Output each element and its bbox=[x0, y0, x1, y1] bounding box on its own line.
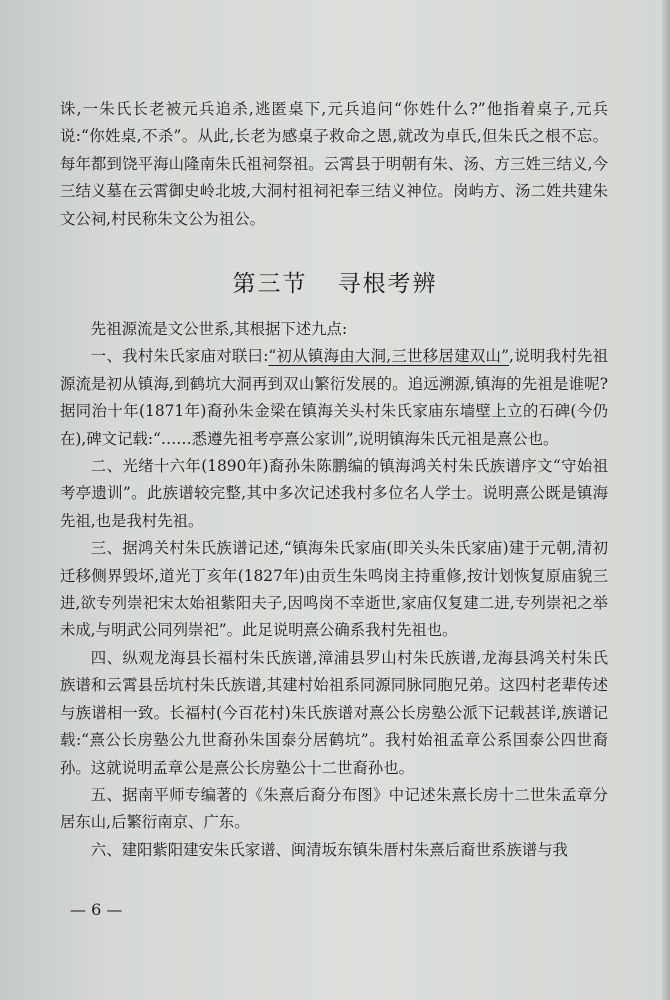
point-5-paragraph: 五、据南平师专编著的《朱熹后裔分布图》中记述朱熹长房十二世朱孟章分居东山,后繁衍南京、广东。 bbox=[60, 785, 608, 832]
intro-paragraph: 诛,一朱氏长老被元兵追杀,逃匿桌下,元兵追问“你姓什么?”他指着桌子,元兵说:“你姓桌,不杀”。从此,长老为感桌子救命之恩,就改为卓氏,但朱氏之根不忘。每年都到饶平海山隆南朱氏祖祠祭祖。云霄县于明朝有朱、汤、方三姓三结义,今三结义墓在云霄御史岭北坡,大洞村祖祠祀奉三结义神位。岗屿方、汤二姓共建朱文公祠,村民称朱文公为祖公。 bbox=[60, 100, 608, 228]
point-6-paragraph: 六、建阳紫阳建安朱氏家谱、闽清坂东镇朱厝村朱熹后裔世系族谱与我 bbox=[90, 840, 568, 859]
point-1-paragraph bbox=[60, 343, 608, 453]
point-4-paragraph: 四、纵观龙海县长福村朱氏族谱,漳浦县罗山村朱氏族谱,龙海县鸿关村朱氏族谱和云霄县岳坑村朱氏族谱,其建村始祖系同源同脉同胞兄弟。这四村老辈传述与族谱相一致。长福村(今百花村)朱氏族谱对熹公长房塾公派下记载甚详,族谱记载:“熹公长房塾公九世裔孙朱国泰分居鹤坑”。我村始祖孟章公系国泰公四世裔孙。这就说明孟章公是熹公长房塾公十二世裔孙也。 bbox=[60, 648, 608, 777]
couplet-second-line: 三世移居建双山” bbox=[391, 347, 510, 366]
text-block-top bbox=[60, 96, 608, 233]
point-1-text-b: ,说明我村先祖源流是初从镇海,到鹤坑大洞再到双山繁衍发展的。追远溯源,镇海的先祖是谁呢?据同治十年(1871年)裔孙朱金梁在镇海关头村朱氏家庙东墙壁上立的石碑(今仍在),碑文记载:“……悉遵先祖考亭熹公家训”,说明镇海朱氏元祖是熹公也。 bbox=[60, 347, 608, 448]
section-number: 第三节 bbox=[232, 271, 308, 297]
page-number: — 6 — bbox=[70, 900, 123, 919]
point-3-paragraph: 三、据鸿关村朱氏族谱记述,“镇海朱氏家庙(即关头朱氏家庙)建于元朝,清初迁移侧界毁坏,道光丁亥年(1827年)由贡生朱鸣岗主持重修,按计划恢复原庙貌三进,欲专列崇祀宋太始祖紫阳夫子,因鸣岗不幸逝世,家庙仅复建二进,专列崇祀之举未成,与明武公同列崇祀”。此足说明熹公确系我村先祖也。 bbox=[60, 539, 608, 640]
text-block-body bbox=[60, 316, 608, 864]
lead-paragraph: 先祖源流是文公世系,其根据下述九点: bbox=[90, 320, 348, 338]
point-1-text-a: 一、我村朱氏家庙对联曰: bbox=[90, 347, 269, 366]
section-name: 寻根考辨 bbox=[337, 271, 438, 297]
book-spine-edge bbox=[662, 0, 670, 1000]
point-2-paragraph: 二、光绪十六年(1890年)裔孙朱陈鹏编的镇海鸿关村朱氏族谱序文“守始祖考亭遗训”。此族谱较完整,其中多次记述我村多位名人学士。说明熹公既是镇海先祖,也是我村先祖。 bbox=[60, 457, 608, 530]
couplet-first-line: “初从镇海由大洞, bbox=[268, 347, 392, 366]
section-title bbox=[0, 265, 670, 298]
